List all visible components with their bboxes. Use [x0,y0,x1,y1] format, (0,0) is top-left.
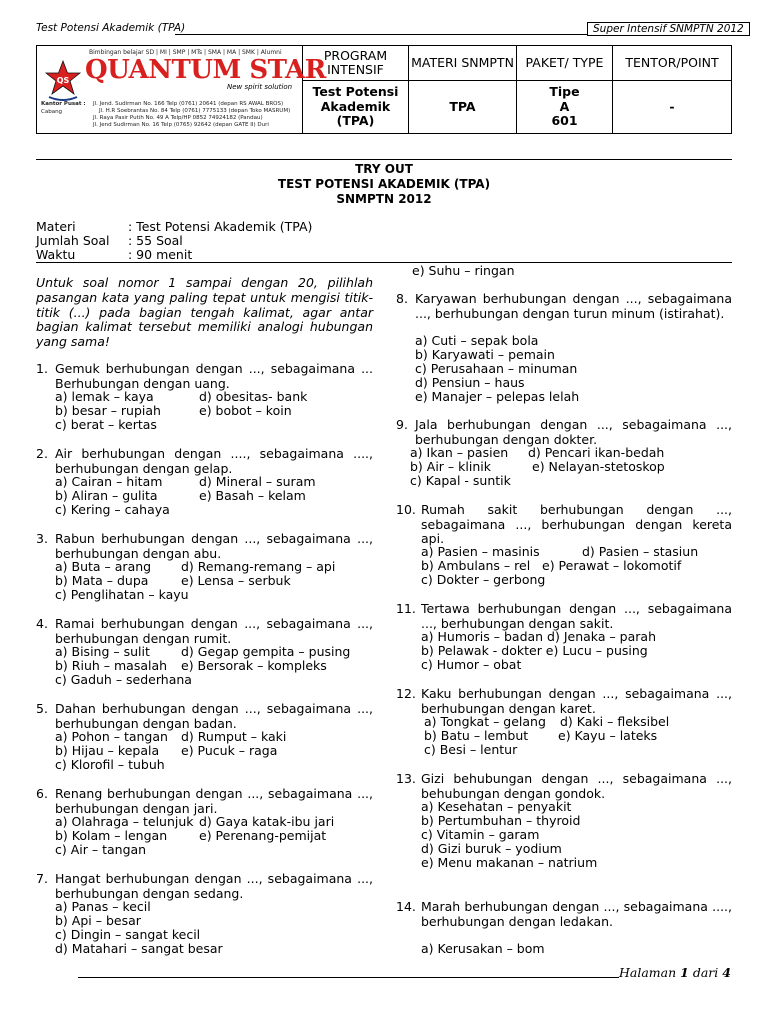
option: d) Mineral – suram [199,474,316,489]
option: d) obesitas- bank [199,389,308,404]
option: a) Cairan – hitam [55,474,163,489]
star-logo-icon [43,59,83,103]
meta-value: : 90 menit [128,247,193,262]
option: c) Perusahaan – minuman [415,361,578,376]
meta-rule [36,262,732,263]
question-number: 13. [396,771,416,786]
option: b) Ambulans – rel [421,558,531,573]
option: b) Pelawak - dokter e) Lucu – pusing [421,643,648,658]
option: d) Gaya katak-ibu jari [199,814,335,829]
header-rule [175,34,587,35]
materi-header: MATERI SNMPTN [409,46,517,80]
option: c) Besi – lentur [424,742,518,757]
option: c) Penglihatan – kayu [55,587,189,602]
option: a) Humoris – badan d) Jenaka – parah [421,629,656,644]
question-stem: Gizi behubungan dengan ..., sebagaimana ..., behubungan dengan gondok. [421,771,732,801]
option: c) Gaduh – sederhana [55,672,192,687]
question-number: 12. [396,686,416,701]
option: d) Remang-remang – api [181,559,336,574]
title-line: TEST POTENSI AKADEMIK (TPA) [277,177,491,191]
address-line: Jl. Jend Sudirman No. 16 Telp (0765) 92642 (depan GATE II) Duri [93,122,269,128]
logo-name: QUANTUM STAR [85,55,326,85]
option: e) Menu makanan – natrium [421,855,598,870]
logo-slogan: New spirit solution [227,83,293,91]
option: b) besar – rupiah [55,403,161,418]
option: b) Kolam – lengan [55,828,168,843]
logo-badge: QS [56,76,70,85]
question-stem: Rabun berhubungan dengan ..., sebagaimana ..., berhubungan dengan abu. [55,531,373,561]
option: c) berat – kertas [55,417,157,432]
option: d) Pensiun – haus [415,375,525,390]
question-stem: Ramai berhubungan dengan ..., sebagaimana ..., berhubungan dengan rumit. [55,616,373,646]
cabang-label: Cabang [41,109,63,115]
option: d) Pasien – stasiun [582,544,699,559]
page-number [619,965,731,980]
program-header: PROGRAM INTENSIF [303,46,409,80]
footer-rule [78,977,619,978]
running-header-right: Super Intensif SNMPTN 2012 [587,22,750,36]
question-number: 2. [36,446,48,461]
option: e) Perenang-pemijat [199,828,327,843]
meta-label: Waktu [36,247,76,262]
option: b) Hijau – kepala [55,743,160,758]
question-stem: Tertawa berhubungan dengan ..., sebagaimana ..., berhubungan dengan sakit. [421,601,732,631]
question-number: 9. [396,417,408,432]
option: e) Suhu – ringan [412,263,515,278]
option: d) Rumput – kaki [181,729,287,744]
option: a) Olahraga – telunjuk [55,814,194,829]
option: e) bobot – koin [199,403,292,418]
question-stem: Gemuk berhubungan dengan ..., sebagaimana ... Berhubungan dengan uang. [55,361,373,391]
question-number: 5. [36,701,48,716]
option: d) Pencari ikan-bedah [528,445,665,460]
option: c) Klorofil – tubuh [55,757,165,772]
question-number: 3. [36,531,48,546]
option: b) Mata – dupa [55,573,149,588]
logo-block [37,46,326,133]
title-line: SNMPTN 2012 [336,192,432,206]
option: e) Nelayan-stetoskop [532,459,665,474]
question-number: 6. [36,786,48,801]
page-prefix: Halaman [619,965,681,980]
option: c) Air – tangan [55,842,147,857]
title-line: TRY OUT [355,162,413,176]
option: a) Panas – kecil [55,899,151,914]
meta-value: : 55 Soal [128,233,183,248]
option: e) Bersorak – kompleks [181,658,327,673]
question-number: 1. [36,361,48,376]
option: b) Batu – lembut [424,728,529,743]
option: a) Buta – arang [55,559,152,574]
materi-value: TPA [409,81,517,133]
option: e) Pucuk – raga [181,743,278,758]
question-number: 11. [396,601,416,616]
running-header-left: Test Potensi Akademik (TPA) [36,22,186,34]
option: d) Matahari – sangat besar [55,941,223,956]
option: e) Basah – kelam [199,488,306,503]
title-rule [36,159,732,160]
option: e) Kayu – lateks [558,728,658,743]
header-table [36,45,732,134]
option: b) Pertumbuhan – thyroid [421,813,581,828]
paket-header: PAKET/ TYPE [517,46,613,80]
option: c) Kering – cahaya [55,502,170,517]
question-number: 10. [396,502,416,517]
option: c) Vitamin – garam [421,827,540,842]
paket-value: Tipe A 601 [517,81,613,133]
option: a) Tongkat – gelang [424,714,546,729]
option: b) Air – klinik [410,459,491,474]
option: e) Lensa – serbuk [181,573,291,588]
option: d) Kaki – fleksibel [560,714,670,729]
question-number: 7. [36,871,48,886]
address-line: Jl. Jend. Sudirman No. 166 Telp (0761) 20641 (depan RS AWAL BROS) [93,101,284,107]
tentor-header: TENTOR/POINT [625,54,719,70]
question-number: 14. [396,899,416,914]
option: a) Bising – sulit [55,644,150,659]
option: c) Kapal - suntik [410,473,511,488]
option: c) Dingin – sangat kecil [55,927,201,942]
option: e) Manajer – pelepas lelah [415,389,580,404]
instructions: Untuk soal nomor 1 sampai dengan 20, pilihlah pasangan kata yang paling tepat untuk mengisi titik-titik (...) pada bagian tengah kalimat, agar antar bagian kalimat tersebut memiliki analogi hubungan yang sama! [36,275,373,350]
question-stem: Dahan berhubungan dengan ..., sebagaimana ..., berhubungan dengan badan. [55,701,373,731]
question-stem: Renang berhubungan dengan ..., sebagaimana ..., berhubungan dengan jari. [55,786,373,816]
program-value: Test Potensi Akademik (TPA) [303,81,409,133]
meta-label: Jumlah Soal [36,233,110,248]
tentor-value: - [669,98,675,114]
option: b) Riuh – masalah [55,658,168,673]
option: c) Humor – obat [421,657,522,672]
option: a) Ikan – pasien [410,445,509,460]
address-line: Jl. Raya Pasir Putih No. 49 A Telp/HP 0852 74924182 (Pandau) [93,115,263,121]
option: a) Pohon – tangan [55,729,168,744]
option: a) lemak – kaya [55,389,154,404]
option: d) Gegap gempita – pusing [181,644,351,659]
address-line: Jl. H.R Soebrantas No. 84 Telp (0761) 7775133 (depan Toko MASRUM) [99,108,291,114]
option: a) Kesehatan – penyakit [421,799,572,814]
current-page: 1 [680,965,689,980]
option: c) Dokter – gerbong [421,572,546,587]
option: a) Pasien – masinis [421,544,540,559]
meta-value: : Test Potensi Akademik (TPA) [128,219,313,234]
option: d) Gizi buruk – yodium [421,841,562,856]
question-number: 4. [36,616,48,631]
question-stem: Hangat berhubungan dengan ..., sebagaimana ..., berhubungan dengan sedang. [55,871,373,901]
option: a) Kerusakan – bom [421,941,545,956]
logo-tagline: Bimbingan belajar SD | MI | SMP | MTs | SMA | MA | SMK | Alumni [89,49,282,56]
question-stem: Jala berhubungan dengan ..., sebagaimana ..., berhubungan dengan dokter. [415,417,732,447]
page-middle: dari [688,965,723,980]
kantor-label: Kantor Pusat : [41,101,86,107]
option: a) Cuti – sepak bola [415,333,539,348]
option: b) Aliran – gulita [55,488,158,503]
question-number: 8. [396,291,408,306]
question-stem: Rumah sakit berhubungan dengan ..., sebagaimana ..., berhubungan dengan kereta api. [421,502,732,547]
option: b) Api – besar [55,913,141,928]
option: b) Karyawati – pemain [415,347,555,362]
option: e) Perawat – lokomotif [542,558,682,573]
question-stem: Air berhubungan dengan ...., sebagaimana ...., berhubungan dengan gelap. [55,446,373,476]
total-pages: 4 [722,965,731,980]
question-stem: Kaku berhubungan dengan ..., sebagaimana ..., berhubungan dengan karet. [421,686,732,716]
question-stem: Karyawan berhubungan dengan ..., sebagaimana ..., berhubungan dengan turun minum (istirahat). [415,291,732,321]
question-stem: Marah berhubungan dengan ..., sebagaimana ...., berhubungan dengan ledakan. [421,899,732,929]
meta-label: Materi [36,219,76,234]
